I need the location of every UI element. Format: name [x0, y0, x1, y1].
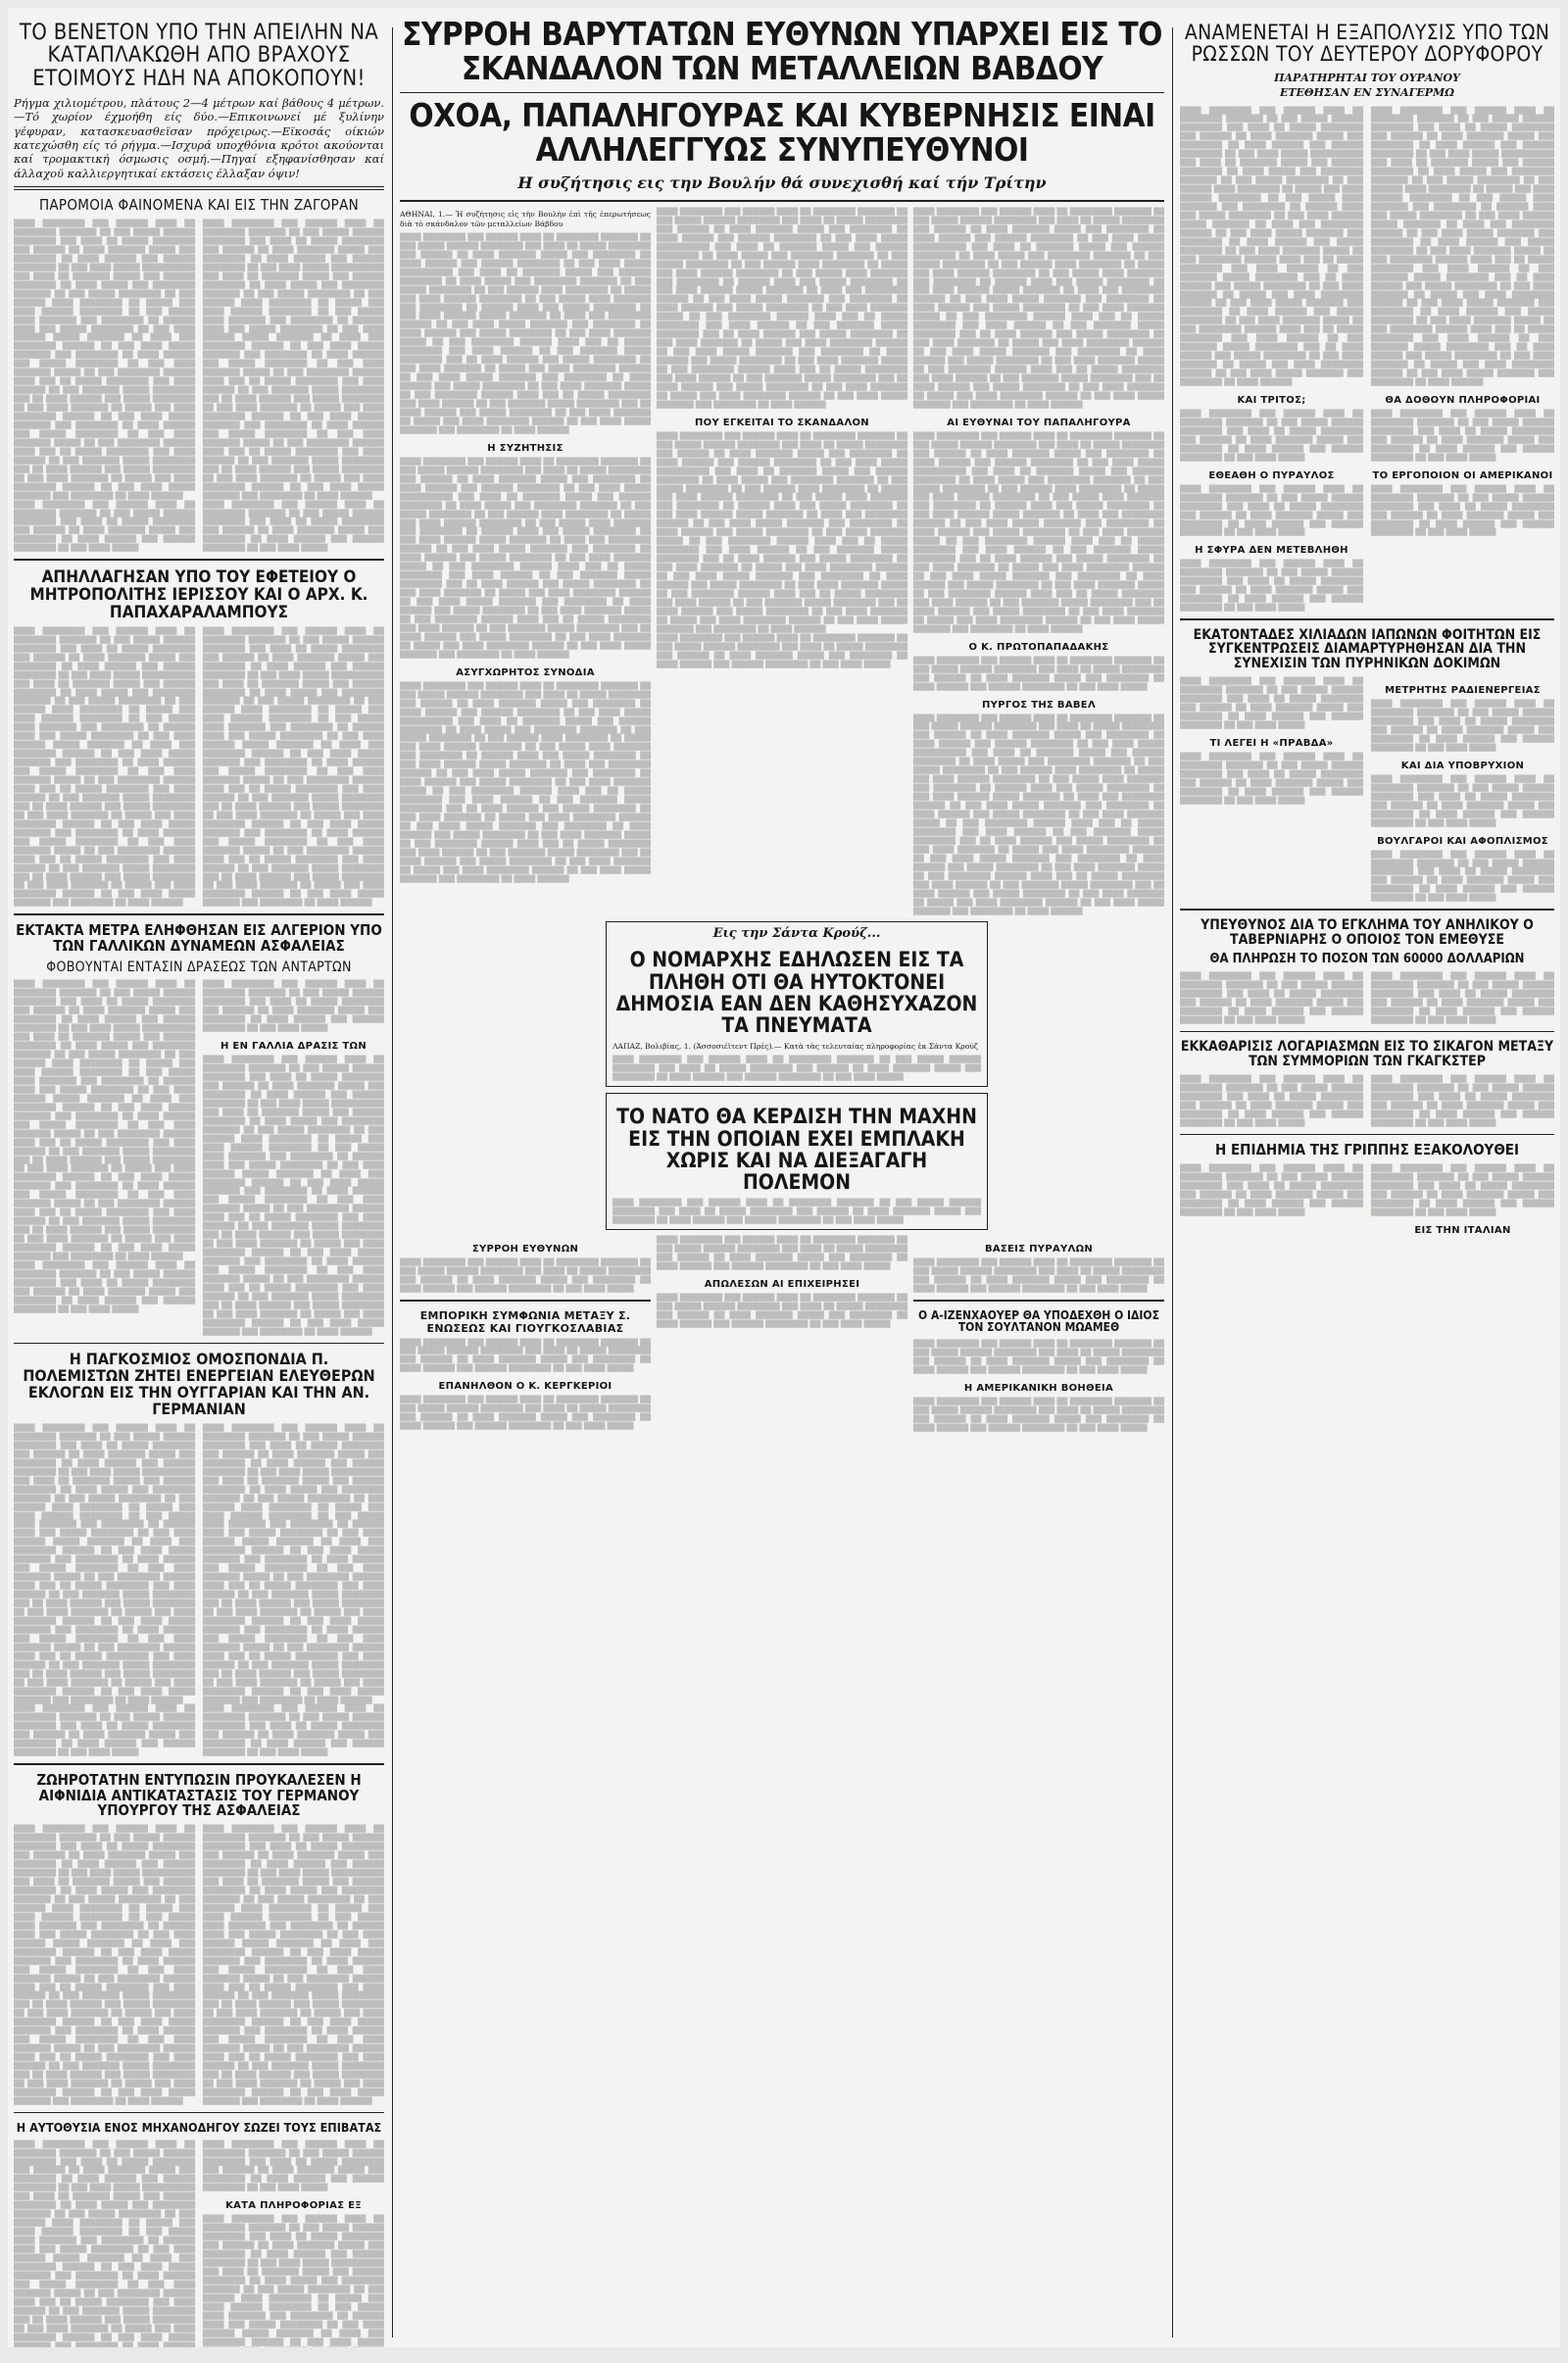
divider — [14, 559, 384, 561]
headline-bishop: ΑΠΗΛΛΑΓΗΣΑΝ ΥΠΟ ΤΟΥ ΕΦΕΤΕΙΟΥ Ο ΜΗΤΡΟΠΟΛΙΤΗΣ ΙΕΡΙΣΣΟΥ ΚΑΙ Ο ΑΡΧ. Κ. ΠΑΠΑΧΑΡΑΛΑΜΠΟΥΣ — [29, 566, 368, 622]
body-text — [203, 1056, 384, 1337]
body-text — [1371, 851, 1554, 904]
section-heading: ΠΟΥ ΕΓΚΕΙΤΑΙ ΤΟ ΣΚΑΝΔΑΛΟΝ — [695, 417, 869, 428]
subheadline-alert: ΕΤΕΘΗΣΑΝ ΕΝ ΣΥΝΑΓΕΡΜΩ — [1279, 85, 1455, 99]
headline-nato: ΤΟ ΝΑΤΟ ΘΑ ΚΕΡΔΙΣΗ ΤΗΝ ΜΑΧΗΝ ΕΙΣ ΤΗΝ ΟΠΟΙΑΝ ΕΧΕΙ ΕΜΠΛΑΚΗ ΧΩΡΙΣ ΚΑΙ ΝΑ ΔΙΕΞΑΓΑΓΗ ΠΟΛΕΜΟΝ — [616, 1105, 977, 1195]
banner-headline-scandal: ΣΥΡΡΟΗ ΒΑΡΥΤΑΤΩΝ ΕΥΘΥΝΩΝ ΥΠΑΡΧΕΙ ΕΙΣ ΤΟ ΣΚΑΝΔΑΛΟΝ ΤΩΝ ΜΕΤΑΛΛΕΙΩΝ ΒΑΒΔΟΥ — [402, 15, 1162, 87]
body-text — [913, 657, 1164, 692]
article-body — [1180, 972, 1554, 1025]
section-heading: ΚΑΙ ΔΙΑ ΥΠΟΒΡΥΧΙΟΝ — [1400, 760, 1525, 771]
body-text — [1180, 972, 1363, 1025]
divider — [1180, 618, 1554, 620]
section-heading: ΕΙΣ ΤΗΝ ΙΤΑΛΙΑΝ — [1414, 1224, 1511, 1236]
headline-veneton: ΤΟ ΒΕΝΕΤΟΝ ΥΠΟ ΤΗΝ ΑΠΕΙΛΗΝ ΝΑ ΚΑΤΑΠΛΑΚΩΘΗ ΑΠΟ ΒΡΑΧΟΥΣ ΕΤΟΙΜΟΥΣ ΗΔΗ ΝΑ ΑΠΟΚΟΠΟΥΝ! — [19, 21, 379, 91]
headline-chicago-gangsters: ΕΚΚΑΘΑΡΙΣΙΣ ΛΟΓΑΡΙΑΣΜΩΝ ΕΙΣ ΤΟ ΣΙΚΑΓΟΝ ΜΕΤΑΞΥ ΤΩΝ ΣΥΜΜΟΡΙΩΝ ΤΩΝ ΓΚΑΓΚΣΤΕΡ — [1180, 1039, 1554, 1070]
body-text — [657, 432, 907, 634]
body-text — [913, 432, 1164, 634]
body-text — [14, 220, 195, 501]
body-text — [400, 1339, 651, 1374]
body-text — [14, 627, 195, 909]
section-heading: Η ΣΥΖΗΤΗΣΙΣ — [487, 442, 564, 454]
article-body — [1180, 1075, 1554, 1128]
article-body — [14, 1424, 384, 1757]
body-text — [1180, 677, 1363, 730]
divider — [913, 1300, 1164, 1302]
body-text — [1371, 700, 1554, 753]
headline-santa-cruz: Ο ΝΟΜΑΡΧΗΣ ΕΔΗΛΩΣΕΝ ΕΙΣ ΤΑ ΠΛΗΘΗ ΟΤΙ ΘΑ ΗΥΤΟΚΤΟΝΕΙ ΔΗΜΟΣΙΑ ΕΑΝ ΔΕΝ ΚΑΘΗΣΥΧΑΖΟΝ ΤΑ ΠΝΕΥΜΑΤΑ — [615, 948, 978, 1038]
section-heading: ΜΕΤΡΗΤΗΣ ΡΑΔΙΕΝΕΡΓΕΙΑΣ — [1385, 685, 1541, 697]
subheadline-60000-dollars: ΘΑ ΠΛΗΡΩΣΗ ΤΟ ΠΟΣΟΝ ΤΩΝ 60000 ΔΟΛΛΑΡΙΩΝ — [1209, 952, 1525, 967]
headline-german-minister: ΖΩΗΡΟΤΑΤΗΝ ΕΝΤΥΠΩΣΙΝ ΠΡΟΥΚΑΛΕΣΕΝ Η ΑΙΦΝΙΔΙΑ ΑΝΤΙΚΑΤΑΣΤΑΣΙΣ ΤΟΥ ΓΕΡΜΑΝΟΥ ΥΠΟΥΡΓΟΥ ΤΗΣ ΑΣΦΑΛΕΙΑΣ — [36, 1770, 362, 1820]
headline-japan-students: ΕΚΑΤΟΝΤΑΔΕΣ ΧΙΛΙΑΔΩΝ ΙΑΠΩΝΩΝ ΦΟΙΤΗΤΩΝ ΕΙΣ ΣΥΓΚΕΝΤΡΩΣΕΙΣ ΔΙΑΜΑΡΤΥΡΗΘΗΣΑΝ ΔΙΑ ΤΗΝ ΣΥΝΕΧΙΣΙΝ ΤΩΝ ΠΥΡΗΝΙΚΩΝ ΔΟΚΙΜΩΝ — [1193, 626, 1542, 672]
body-text — [203, 1424, 384, 1705]
body-text — [1180, 107, 1363, 388]
body-text — [400, 1258, 651, 1294]
body-text — [913, 714, 1164, 916]
body-text — [14, 980, 195, 1261]
column-rule — [392, 27, 393, 2338]
divider — [1180, 1031, 1554, 1033]
body-text — [14, 1704, 195, 1757]
body-text — [657, 634, 907, 669]
santa-cruz-box — [606, 921, 988, 1087]
body-text — [1371, 410, 1554, 463]
section-heading: ΒΑΣΕΙΣ ΠΥΡΑΥΛΩΝ — [984, 1244, 1094, 1255]
divider — [400, 92, 1164, 94]
divider — [14, 186, 384, 190]
divider — [400, 200, 1164, 202]
body-text — [400, 458, 651, 660]
headline-satellite: ΑΝΑΜΕΝΕΤΑΙ Η ΕΞΑΠΟΛΥΣΙΣ ΥΠΟ ΤΩΝ ΡΩΣΣΩΝ ΤΟΥ ΔΕΥΤΕΡΟΥ ΔΟΡΥΦΟΡΟΥ — [1184, 21, 1550, 67]
headline-train-driver: Η ΑΥΤΟΘΥΣΙΑ ΕΝΟΣ ΜΗΧΑΝΟΔΗΓΟΥ ΣΩΖΕΙ ΤΟΥΣ ΕΠΙΒΑΤΑΣ — [16, 2120, 382, 2136]
subheadline-debate: Η συζήτησις εις την Βουλήν θά συνεχισθή καί τήν Τρίτην — [517, 173, 1047, 193]
headline-algeria: ΕΚΤΑΚΤΑ ΜΕΤΡΑ ΕΛΗΦΘΗΣΑΝ ΕΙΣ ΑΛΓΕΡΙΟΝ ΥΠΟ ΤΩΝ ΓΑΛΛΙΚΩΝ ΔΥΝΑΜΕΩΝ ΑΣΦΑΛΕΙΑΣ — [16, 920, 382, 955]
body-text — [14, 1424, 195, 1705]
section-heading: ΑΣΥΓΧΩΡΗΤΟΣ ΣΥΝΟΔΙΑ — [456, 666, 595, 678]
section-heading: ΠΥΡΓΟΣ ΤΗΣ ΒΑΒΕΛ — [982, 699, 1096, 711]
article-body — [1180, 677, 1554, 903]
section-heading: ΑΙ ΕΥΘΥΝΑΙ ΤΟΥ ΠΑΠΑΛΗΓΟΥΡΑ — [947, 417, 1131, 428]
article-body — [14, 2141, 384, 2347]
subheadline-observers: ΠΑΡΑΤΗΡΗΤΑΙ ΤΟΥ ΟΥΡΑΝΟΥ — [1274, 71, 1460, 84]
article-body — [14, 980, 384, 1336]
section-heading: ΘΑ ΔΟΘΟΥΝ ΠΛΗΡΟΦΟΡΙΑΙ — [1385, 395, 1541, 406]
left-column — [8, 8, 390, 2347]
body-text — [1371, 972, 1554, 1025]
body-text — [14, 501, 195, 554]
body-text — [1371, 1164, 1554, 1217]
section-heading: ΤΙ ΛΕΓΕΙ Η «ΠΡΑΒΔΑ» — [1209, 737, 1334, 749]
newspaper-page — [8, 8, 1560, 2347]
divider — [14, 2112, 384, 2114]
right-column — [1174, 8, 1560, 2347]
article-body — [14, 220, 384, 553]
headline-eisenhower: Ο Α-ΙΖΕΝΧΑΟΥΕΡ ΘΑ ΥΠΟΔΕΧΘΗ Ο ΙΔΙΟΣ ΤΟΝ ΣΟΥΛΤΑΝΟΝ ΜΩΑΜΕΘ — [918, 1307, 1159, 1335]
main-story-columns — [400, 208, 1164, 916]
intro-veneton: Ρήγμα χιλιομέτρου, πλάτους 2—4 μέτρων καί βάθους 4 μέτρων.—Τό χωρίον έχμοήθη είς δύο.—Επικοινωνεί μέ ξυλίνην γέφυραν, κατασκευασθεϊσαν πρόχειρως.—Εϊκοσάς οίκιών κατεχώσθη είς τό ρήγμα.—Ισχυρά υποχθόνια κρότοι ακούονται καί τρομακτική όσμωσις οσμή.—Πηγαί εξηφανίσθησαν καί άλλαχοϋ καλλιεργητικαί εκτάσεις έλλαξαν όψιν! — [14, 95, 384, 180]
section-heading: ΤΟ ΕΡΓΟΠΟΙΟΝ ΟΙ ΑΜΕΡΙΚΑΝΟΙ — [1372, 469, 1553, 481]
body-text — [1180, 753, 1363, 806]
body-text — [203, 1704, 384, 1757]
body-text — [1371, 107, 1554, 388]
section-heading: Η ΕΝ ΓΑΛΛΙΑ ΔΡΑΣΙΣ ΤΩΝ — [220, 1041, 368, 1053]
body-text — [657, 1236, 907, 1271]
column-rule — [1172, 27, 1173, 2338]
section-heading: ΣΥΡΡΟΗ ΕΥΘΥΝΩΝ — [471, 1244, 579, 1255]
section-heading: ΚΑΙ ΤΡΙΤΟΣ; — [1237, 395, 1306, 406]
body-text — [400, 233, 651, 435]
body-text — [14, 2141, 195, 2347]
body-text — [657, 208, 907, 410]
section-heading: Η ΣΦΥΡΑ ΔΕΝ ΜΕΤΕΒΛΗΘΗ — [1195, 545, 1348, 557]
subheadline-algeria: ΦΟΒΟΥΝΤΑΙ ΕΝΤΑΣΙΝ ΔΡΑΣΕΩΣ ΤΩΝ ΑΝΤΑΡΤΩΝ — [46, 959, 352, 975]
body-text — [1371, 485, 1554, 538]
body-text — [1180, 485, 1363, 538]
body-text — [400, 1396, 651, 1431]
body-text — [1180, 410, 1363, 463]
body-text — [913, 1340, 1164, 1375]
body-text — [400, 682, 651, 884]
body-text — [14, 1825, 195, 2106]
body-text — [612, 1199, 981, 1225]
nato-box — [606, 1093, 988, 1230]
body-text — [913, 1398, 1164, 1433]
body-text — [1371, 1075, 1554, 1128]
headline-veterans: Η ΠΑΓΚΟΣΜΙΟΣ ΟΜΟΣΠΟΝΔΙΑ Π. ΠΟΛΕΜΙΣΤΩΝ ΖΗΤΕΙ ΕΝΕΡΓΕΙΑΝ ΕΛΕΥΘΕΡΩΝ ΕΚΛΟΓΩΝ ΕΙΣ ΤΗΝ ΟΥΓΓΑΡΙΑΝ ΚΑΙ ΤΗΝ ΑΝ. ΓΕΡΜΑΝΙΑΝ — [23, 1350, 375, 1419]
divider — [400, 1300, 651, 1302]
divider — [1180, 909, 1554, 911]
divider — [14, 1763, 384, 1765]
body-text — [913, 208, 1164, 410]
section-heading: Ο Κ. ΠΡΩΤΟΠΑΠΑΔΑΚΗΣ — [968, 641, 1109, 653]
body-text — [203, 1825, 384, 2106]
body-text — [1180, 1075, 1363, 1128]
body-text — [1371, 775, 1554, 828]
kicker-santa-cruz: Εις την Σάντα Κρούζ... — [712, 926, 881, 942]
lead-paragraph: ΑΘΗΝΑΙ, 1.— Ἡ συζήτησις εἰς τὴν Βουλὴν ἐπὶ τῆς ἐπερωτήσεως διὰ τὸ σκάνδαλον τῶν μεταλλείων Βάβδου — [400, 209, 651, 228]
body-text — [1180, 560, 1363, 613]
section-heading: ΚΑΤΑ ΠΛΗΡΟΦΟΡΙΑΣ ΕΞ — [225, 2200, 362, 2212]
headline-flu-epidemic: Η ΕΠΙΔΗΜΙΑ ΤΗΣ ΓΡΙΠΠΗΣ ΕΞΑΚΟΛΟΥΘΕΙ — [1214, 1141, 1520, 1159]
body-text — [612, 1056, 981, 1082]
section-heading: ΑΠΩΛΕΣΩΝ ΑΙ ΕΠΙΧΕΙΡΗΣΕΙ — [704, 1279, 860, 1290]
body-text — [203, 501, 384, 554]
body-text — [1180, 1164, 1363, 1217]
section-heading: ΕΠΑΝΗΛΘΟΝ Ο Κ. ΚΕΡΓΚΕΡΙΟΙ — [438, 1381, 612, 1393]
body-text — [657, 1294, 907, 1329]
article-body — [1180, 107, 1554, 614]
article-body — [14, 627, 384, 909]
section-heading: ΒΟΥΛΓΑΡΟΙ ΚΑΙ ΑΦΟΠΛΙΣΜΟΣ — [1377, 835, 1548, 847]
body-text — [14, 1261, 195, 1314]
body-text — [203, 627, 384, 909]
headline-zagori: ΠΑΡΟΜΟΙΑ ΦΑΙΝΟΜΕΝΑ ΚΑΙ ΕΙΣ ΤΗΝ ΖΑΓΟΡΑΝ — [38, 196, 360, 215]
divider — [1180, 1134, 1554, 1136]
center-column — [394, 8, 1170, 2347]
section-heading: Η ΑΜΕΡΙΚΑΝΙΚΗ ΒΟΗΘΕΙΑ — [963, 1382, 1114, 1394]
body-text — [913, 1258, 1164, 1294]
section-heading: ΕΘΕΑΘΗ Ο ΠΥΡΑΥΛΟΣ — [1208, 469, 1335, 481]
lower-center-columns — [400, 1236, 1164, 1432]
banner-headline-responsibility: ΟΧΟΑ, ΠΑΠΑΛΗΓΟΥΡΑΣ ΚΑΙ ΚΥΒΕΡΝΗΣΙΣ ΕΙΝΑΙ ΑΛΛΗΛΕΓΓΥΩΣ ΣΥΝΥΠΕΥΘΥΝΟΙ — [409, 96, 1155, 170]
santa-cruz-lead: ΛΑΠΑΖ, Βολιβίας, 1. (Ἀσσοσιέϊτεντ Πρές).— Κατὰ τὰς τελευταίας πληροφορίας ἐκ Σάντα Κρούζ — [612, 1042, 979, 1052]
divider — [14, 1343, 384, 1345]
body-text — [203, 2215, 384, 2347]
article-body — [14, 1825, 384, 2106]
article-body — [1180, 1164, 1554, 1240]
body-text — [203, 2141, 384, 2193]
body-text — [203, 980, 384, 1033]
headline-trade-agreement: ΕΜΠΟΡΙΚΗ ΣΥΜΦΩΝΙΑ ΜΕΤΑΞΥ Σ. ΕΝΩΣΕΩΣ ΚΑΙ ΓΙΟΥΓΚΟΣΛΑΒΙΑΣ — [419, 1308, 631, 1335]
divider — [14, 913, 384, 915]
headline-tavern-keeper: ΥΠΕΥΘΥΝΟΣ ΔΙΑ ΤΟ ΕΓΚΛΗΜΑ ΤΟΥ ΑΝΗΛΙΚΟΥ Ο ΤΑΒΕΡΝΙΑΡΗΣ Ο ΟΠΟΙΟΣ ΤΟΝ ΕΜΕΘΥΣΕ — [1200, 916, 1534, 948]
body-text — [203, 220, 384, 501]
